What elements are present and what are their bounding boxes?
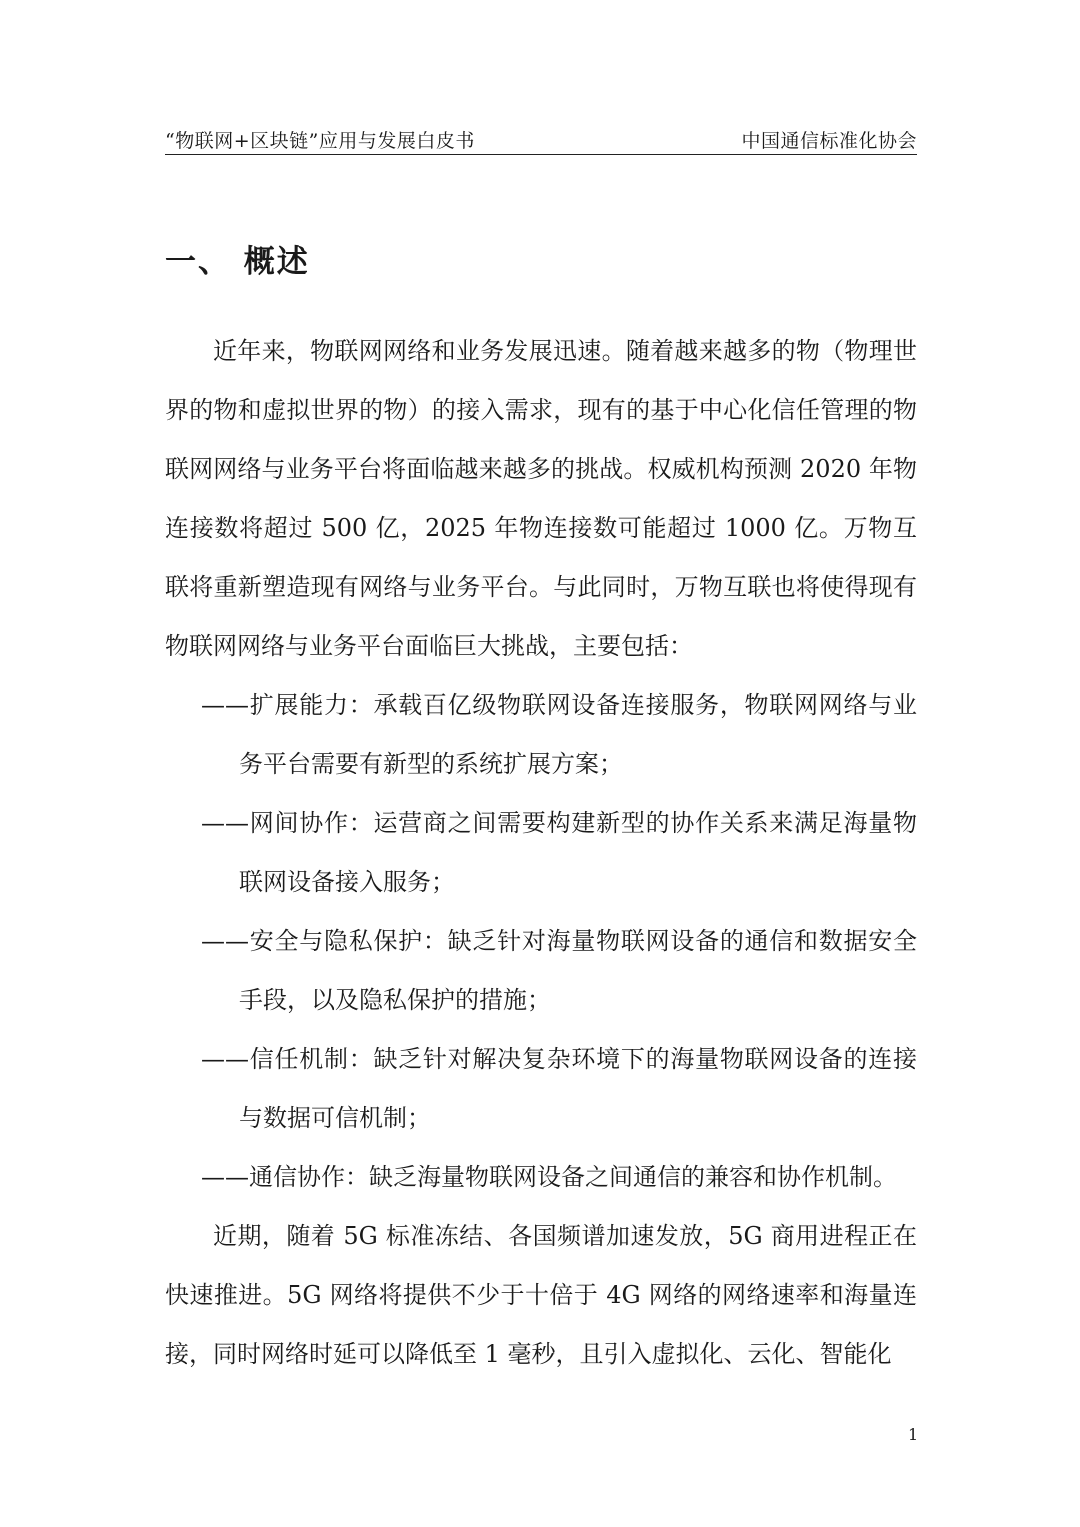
page-number: 1	[908, 1425, 919, 1444]
list-item: ——信任机制：缺乏针对解决复杂环境下的海量物联网设备的连接与数据可信机制；	[201, 1045, 917, 1132]
challenge-list	[165, 676, 917, 1207]
paragraph-intro: 近年来，物联网网络和业务发展迅速。随着越来越多的物（物理世界的物和虚拟世界的物）的接入需求，现有的基于中心化信任管理的物联网网络与业务平台将面临越来越多的挑战。权威机构预测 2020 年物连接数将超过 500 亿，2025 年物连接数可能超过 1000 亿。万物互联将重新塑造现有网络与业务平台。与此同时，万物互联也将使得现有物联网网络与业务平台面临巨大挑战，主要包括：	[165, 337, 917, 660]
section-heading: 一、 概述	[165, 244, 310, 280]
organization-name: 中国通信标准化协会	[741, 130, 917, 152]
list-item: ——网间协作：运营商之间需要构建新型的协作关系来满足海量物联网设备接入服务；	[201, 809, 917, 896]
list-item: ——安全与隐私保护：缺乏针对海量物联网设备的通信和数据安全手段，以及隐私保护的措施；	[201, 927, 917, 1014]
document-title: “物联网+区块链”应用与发展白皮书	[165, 130, 475, 152]
page-header	[165, 122, 917, 155]
list-item: ——通信协作：缺乏海量物联网设备之间通信的兼容和协作机制。	[201, 1163, 897, 1191]
list-item: ——扩展能力：承载百亿级物联网设备连接服务，物联网网络与业务平台需要有新型的系统扩展方案；	[201, 691, 917, 778]
paragraph-5g: 近期，随着 5G 标准冻结、各国频谱加速发放，5G 商用进程正在快速推进。5G 网络将提供不少于十倍于 4G 网络的网络速率和海量连接，同时网络时延可以降低至 1 毫秒，且引入虚拟化、云化、智能化	[165, 1222, 917, 1368]
